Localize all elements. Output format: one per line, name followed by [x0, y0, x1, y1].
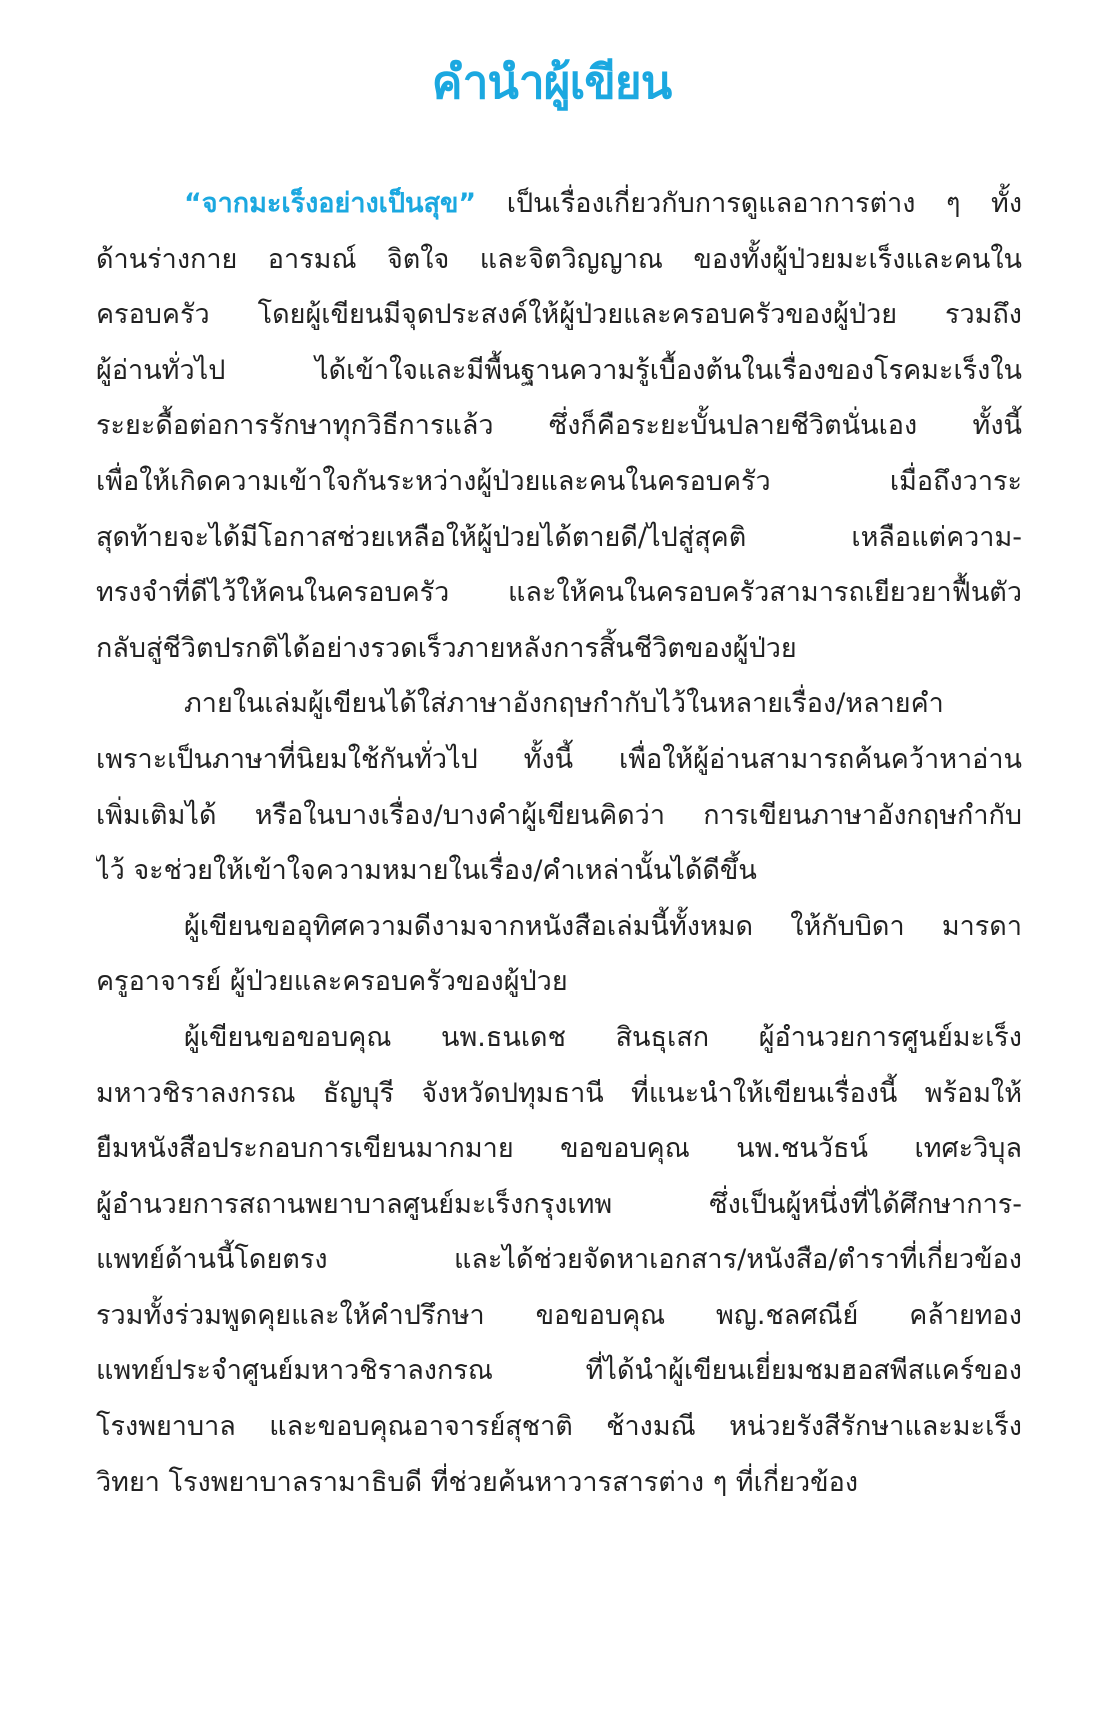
paragraph-3	[96, 899, 1022, 1010]
paragraph-line: กลับสู่ชีวิตปรกติได้อย่างรวดเร็วภายหลังการสิ้นชีวิตของผู้ป่วย	[96, 632, 797, 664]
paragraph-line: ด้านร่างกาย อารมณ์ จิตใจ และจิตวิญญาณ ของทั้งผู้ป่วยมะเร็งและคนใน	[96, 243, 1022, 275]
paragraph-line: ครอบครัว โดยผู้เขียนมีจุดประสงค์ให้ผู้ป่วยและครอบครัวของผู้ป่วย รวมถึง	[96, 299, 1022, 331]
paragraph-line: เพราะเป็นภาษาที่นิยมใช้กันทั่วไป ทั้งนี้ เพื่อให้ผู้อ่านสามารถค้นคว้าหาอ่าน	[96, 743, 1022, 775]
paragraph-line: ผู้อ่านทั่วไป ได้เข้าใจและมีพื้นฐานความรู้เบื้องต้นในเรื่องของโรคมะเร็งใน	[96, 354, 1022, 386]
paragraph-line: รวมทั้งร่วมพูดคุยและให้คำปรึกษา ขอขอบคุณ พญ.ชลศณีย์ คล้ายทอง	[96, 1299, 1022, 1331]
foreword-body	[96, 176, 1022, 1510]
paragraph-line: โรงพยาบาล และขอบคุณอาจารย์สุชาติ ช้างมณี หน่วยรังสีรักษาและมะเร็ง	[96, 1411, 1022, 1443]
paragraph-line: ไว้ จะช่วยให้เข้าใจความหมายในเรื่อง/คำเหล่านั้นได้ดีขึ้น	[96, 855, 757, 887]
paragraph-line: ผู้อำนวยการสถานพยาบาลศูนย์มะเร็งกรุงเทพ ซึ่งเป็นผู้หนึ่งที่ได้ศึกษาการ-	[96, 1188, 1022, 1220]
paragraph-line: ผู้เขียนขอขอบคุณ นพ.ธนเดช สินธุเสก ผู้อำนวยการศูนย์มะเร็ง	[184, 1021, 1022, 1053]
paragraph-1	[96, 176, 1022, 676]
paragraph-2	[96, 676, 1022, 898]
paragraph-line: แพทย์ประจำศูนย์มหาวชิราลงกรณ ที่ได้นำผู้เขียนเยี่ยมชมฮอสพีสแคร์ของ	[96, 1355, 1022, 1387]
paragraph-line	[96, 176, 1022, 232]
page-title: คำนำผู้เขียน	[431, 55, 672, 109]
paragraph-line: เพิ่มเติมได้ หรือในบางเรื่อง/บางคำผู้เขียนคิดว่า การเขียนภาษาอังกฤษกำกับ	[96, 799, 1022, 831]
paragraph-4	[96, 1010, 1022, 1510]
book-title-emphasis: “จากมะเร็งอย่างเป็นสุข”	[184, 188, 477, 219]
paragraph-line: แพทย์ด้านนี้โดยตรง และได้ช่วยจัดหาเอกสาร/หนังสือ/ตำราที่เกี่ยวข้อง	[96, 1244, 1022, 1276]
paragraph-line: ครูอาจารย์ ผู้ป่วยและครอบครัวของผู้ป่วย	[96, 966, 568, 998]
paragraph-line: ระยะดื้อต่อการรักษาทุกวิธีการแล้ว ซึ่งก็คือระยะบั้นปลายชีวิตนั่นเอง ทั้งนี้	[96, 410, 1022, 442]
line-text: เป็นเรื่องเกี่ยวกับการดูแลอาการต่าง ๆ ทั้ง	[506, 188, 1022, 219]
paragraph-line: ผู้เขียนขออุทิศความดีงามจากหนังสือเล่มนี้ทั้งหมด ให้กับบิดา มารดา	[184, 910, 1022, 942]
paragraph-line: ภายในเล่มผู้เขียนได้ใส่ภาษาอังกฤษกำกับไว้ในหลายเรื่อง/หลายคำ	[184, 688, 944, 720]
paragraph-line: เพื่อให้เกิดความเข้าใจกันระหว่างผู้ป่วยและคนในครอบครัว เมื่อถึงวาระ	[96, 465, 1022, 497]
paragraph-line: มหาวชิราลงกรณ ธัญบุรี จังหวัดปทุมธานี ที่แนะนำให้เขียนเรื่องนี้ พร้อมให้	[96, 1077, 1022, 1109]
paragraph-line: สุดท้ายจะได้มีโอกาสช่วยเหลือให้ผู้ป่วยได้ตายดี/ไปสู่สุคติ เหลือแต่ความ-	[96, 521, 1022, 553]
paragraph-line: วิทยา โรงพยาบาลรามาธิบดี ที่ช่วยค้นหาวารสารต่าง ๆ ที่เกี่ยวข้อง	[96, 1466, 858, 1498]
paragraph-line: ทรงจำที่ดีไว้ให้คนในครอบครัว และให้คนในครอบครัวสามารถเยียวยาฟื้นตัว	[96, 577, 1022, 609]
paragraph-line: ยืมหนังสือประกอบการเขียนมากมาย ขอขอบคุณ นพ.ชนวัธน์ เทศะวิบุล	[96, 1133, 1022, 1165]
